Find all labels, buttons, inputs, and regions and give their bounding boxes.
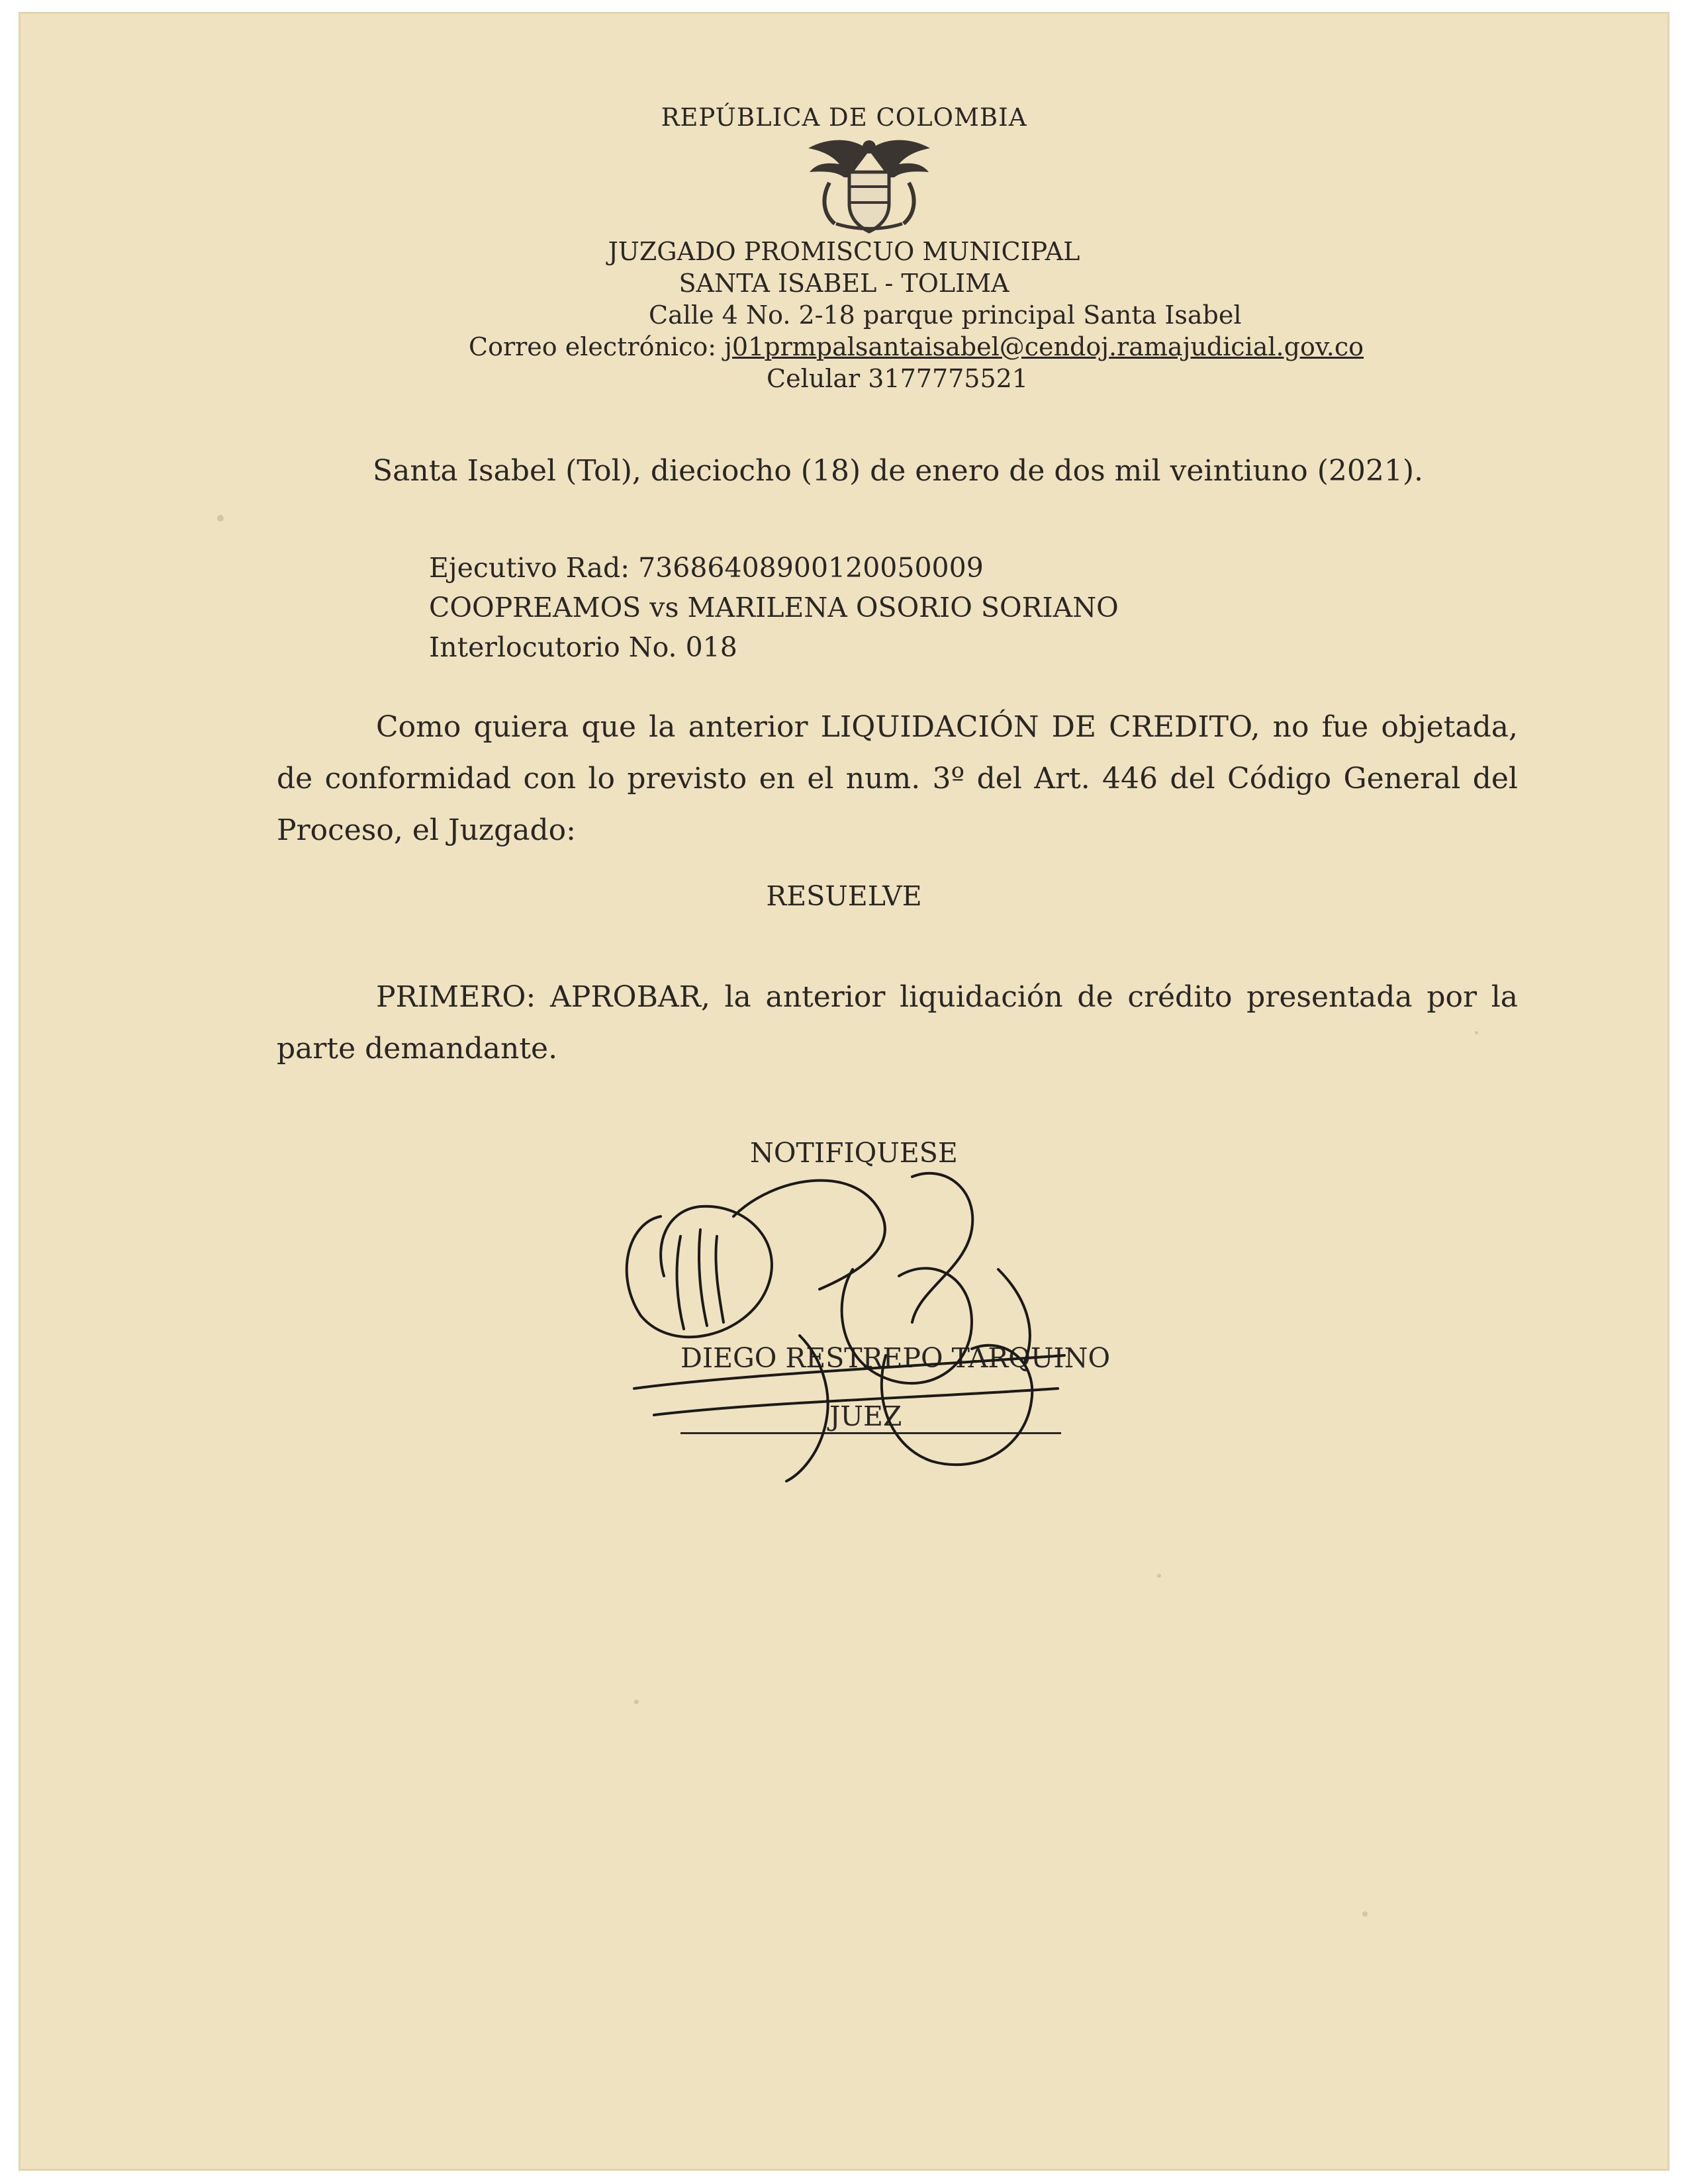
paragraph-first-resolution (277, 972, 1518, 1075)
handwritten-signature (601, 1137, 1131, 1508)
email-link[interactable]: j01prmpalsantaisabel@cendoj.ramajudicial.gov.co (724, 332, 1364, 361)
notify-heading: NOTIFIQUESE (750, 1137, 958, 1169)
case-order-number: Interlocutorio No. 018 (429, 631, 737, 663)
case-parties: COOPREAMOS vs MARILENA OSORIO SORIANO (429, 592, 1119, 623)
judge-name: DIEGO RESTREPO TARQUINO (680, 1342, 1111, 1374)
document-page (19, 12, 1669, 2171)
court-email-line (469, 332, 1364, 361)
email-label: Correo electrónico: (469, 332, 725, 361)
court-city: SANTA ISABEL - TOLIMA (679, 269, 1009, 298)
paragraph-considerations-text: Como quiera que la anterior LIQUIDACIÓN DE CREDITO, no fue objetada, de conformidad con lo previsto en el num. 3º del Art. 446 del Código General del Proceso, el Juzgado: (277, 710, 1518, 847)
date-line: Santa Isabel (Tol), dieciocho (18) de enero de dos mil veintiuno (2021). (373, 454, 1424, 488)
court-phone: Celular 3177775521 (767, 364, 1029, 393)
coat-of-arms-icon (803, 131, 935, 237)
header-country: REPÚBLICA DE COLOMBIA (661, 103, 1027, 132)
judge-title: JUEZ (829, 1400, 902, 1432)
case-type-rad: Ejecutivo Rad: 73686408900120050009 (429, 552, 984, 584)
court-address: Calle 4 No. 2-18 parque principal Santa Isabel (649, 300, 1242, 330)
resolve-heading: RESUELVE (766, 880, 922, 912)
court-name: JUZGADO PROMISCUO MUNICIPAL (608, 237, 1080, 266)
paragraph-considerations (277, 702, 1518, 856)
paragraph-first-resolution-text: PRIMERO: APROBAR, la anterior liquidación de crédito presentada por la parte demandante. (277, 980, 1518, 1066)
